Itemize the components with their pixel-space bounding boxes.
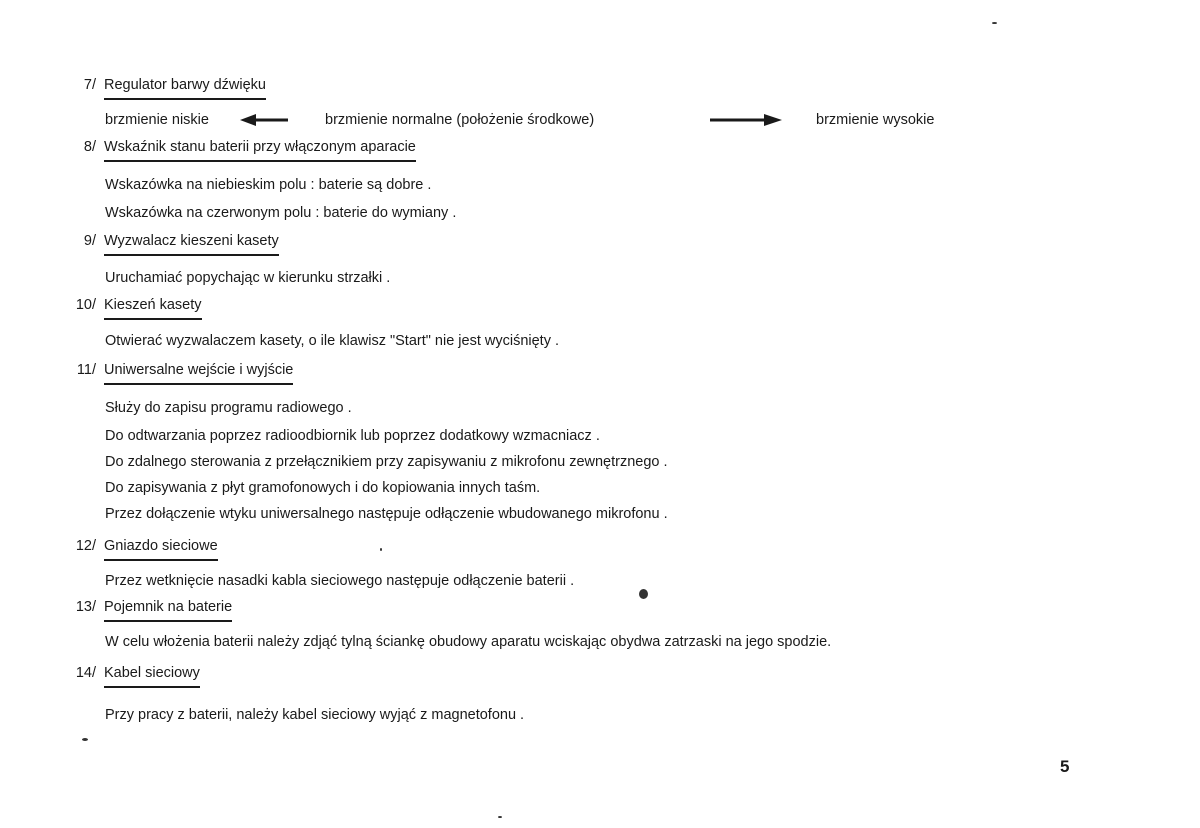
section-number: 7/ xyxy=(83,77,96,93)
section-title: Uniwersalne wejście i wyjście xyxy=(104,360,293,385)
section-title: Kieszeń kasety xyxy=(104,295,202,320)
section-title: Gniazdo sieciowe xyxy=(104,536,218,561)
scan-speck xyxy=(992,22,997,24)
section-number: 10/ xyxy=(75,297,96,313)
section-line: Przy pracy z baterii, należy kabel sieciowy wyjąć z magnetofonu . xyxy=(105,707,525,723)
section-line: Przez dołączenie wtyku uniwersalnego następuje odłączenie wbudowanego mikrofonu . xyxy=(105,506,668,522)
section-title: Wskaźnik stanu baterii przy włączonym aparacie xyxy=(104,137,416,162)
section-line: Do zapisywania z płyt gramofonowych i do kopiowania innych taśm. xyxy=(105,480,541,496)
section-title: Pojemnik na baterie xyxy=(104,597,232,622)
section-line: Uruchamiać popychając w kierunku strzałki . xyxy=(105,270,391,286)
page-number: 5 xyxy=(1060,757,1070,776)
scan-speck xyxy=(82,738,88,741)
section-line: Otwierać wyzwalaczem kasety, o ile klawisz "Start" nie jest wyciśnięty . xyxy=(105,333,560,349)
section-title: Kabel sieciowy xyxy=(104,663,200,688)
section-line: Wskazówka na niebieskim polu : baterie są dobre . xyxy=(105,177,432,193)
scan-speck xyxy=(498,816,502,818)
tone-high-label: brzmienie wysokie xyxy=(816,112,935,128)
section-line: Do zdalnego sterowania z przełącznikiem przy zapisywaniu z mikrofonu zewnętrznego . xyxy=(105,454,668,470)
section-line: Przez wetknięcie nasadki kabla sieciowego następuje odłączenie baterii . xyxy=(105,573,575,589)
arrow-right-icon xyxy=(710,114,782,126)
section-number: 8/ xyxy=(83,139,96,155)
arrow-left-icon xyxy=(240,114,288,126)
section-number: 12/ xyxy=(75,538,96,554)
section-line: Do odtwarzania poprzez radioodbiornik lub poprzez dodatkowy wzmacniacz . xyxy=(105,428,600,444)
section-number: 13/ xyxy=(75,599,96,615)
scan-speck xyxy=(380,548,382,551)
scan-speck xyxy=(639,589,648,599)
tone-normal-label: brzmienie normalne (położenie środkowe) xyxy=(325,112,595,128)
section-line: Służy do zapisu programu radiowego . xyxy=(105,400,352,416)
section-number: 9/ xyxy=(83,233,96,249)
section-line: W celu włożenia baterii należy zdjąć tylną ściankę obudowy aparatu wciskając obydwa zatrzaski na jego spodzie. xyxy=(105,634,832,650)
section-line: Wskazówka na czerwonym polu : baterie do wymiany . xyxy=(105,205,457,221)
section-title: Regulator barwy dźwięku xyxy=(104,75,266,100)
tone-low-label: brzmienie niskie xyxy=(105,112,209,128)
tone-scale-row xyxy=(0,110,1200,130)
section-number: 11/ xyxy=(76,362,96,378)
section-number: 14/ xyxy=(75,665,96,681)
section-title: Wyzwalacz kieszeni kasety xyxy=(104,231,279,256)
